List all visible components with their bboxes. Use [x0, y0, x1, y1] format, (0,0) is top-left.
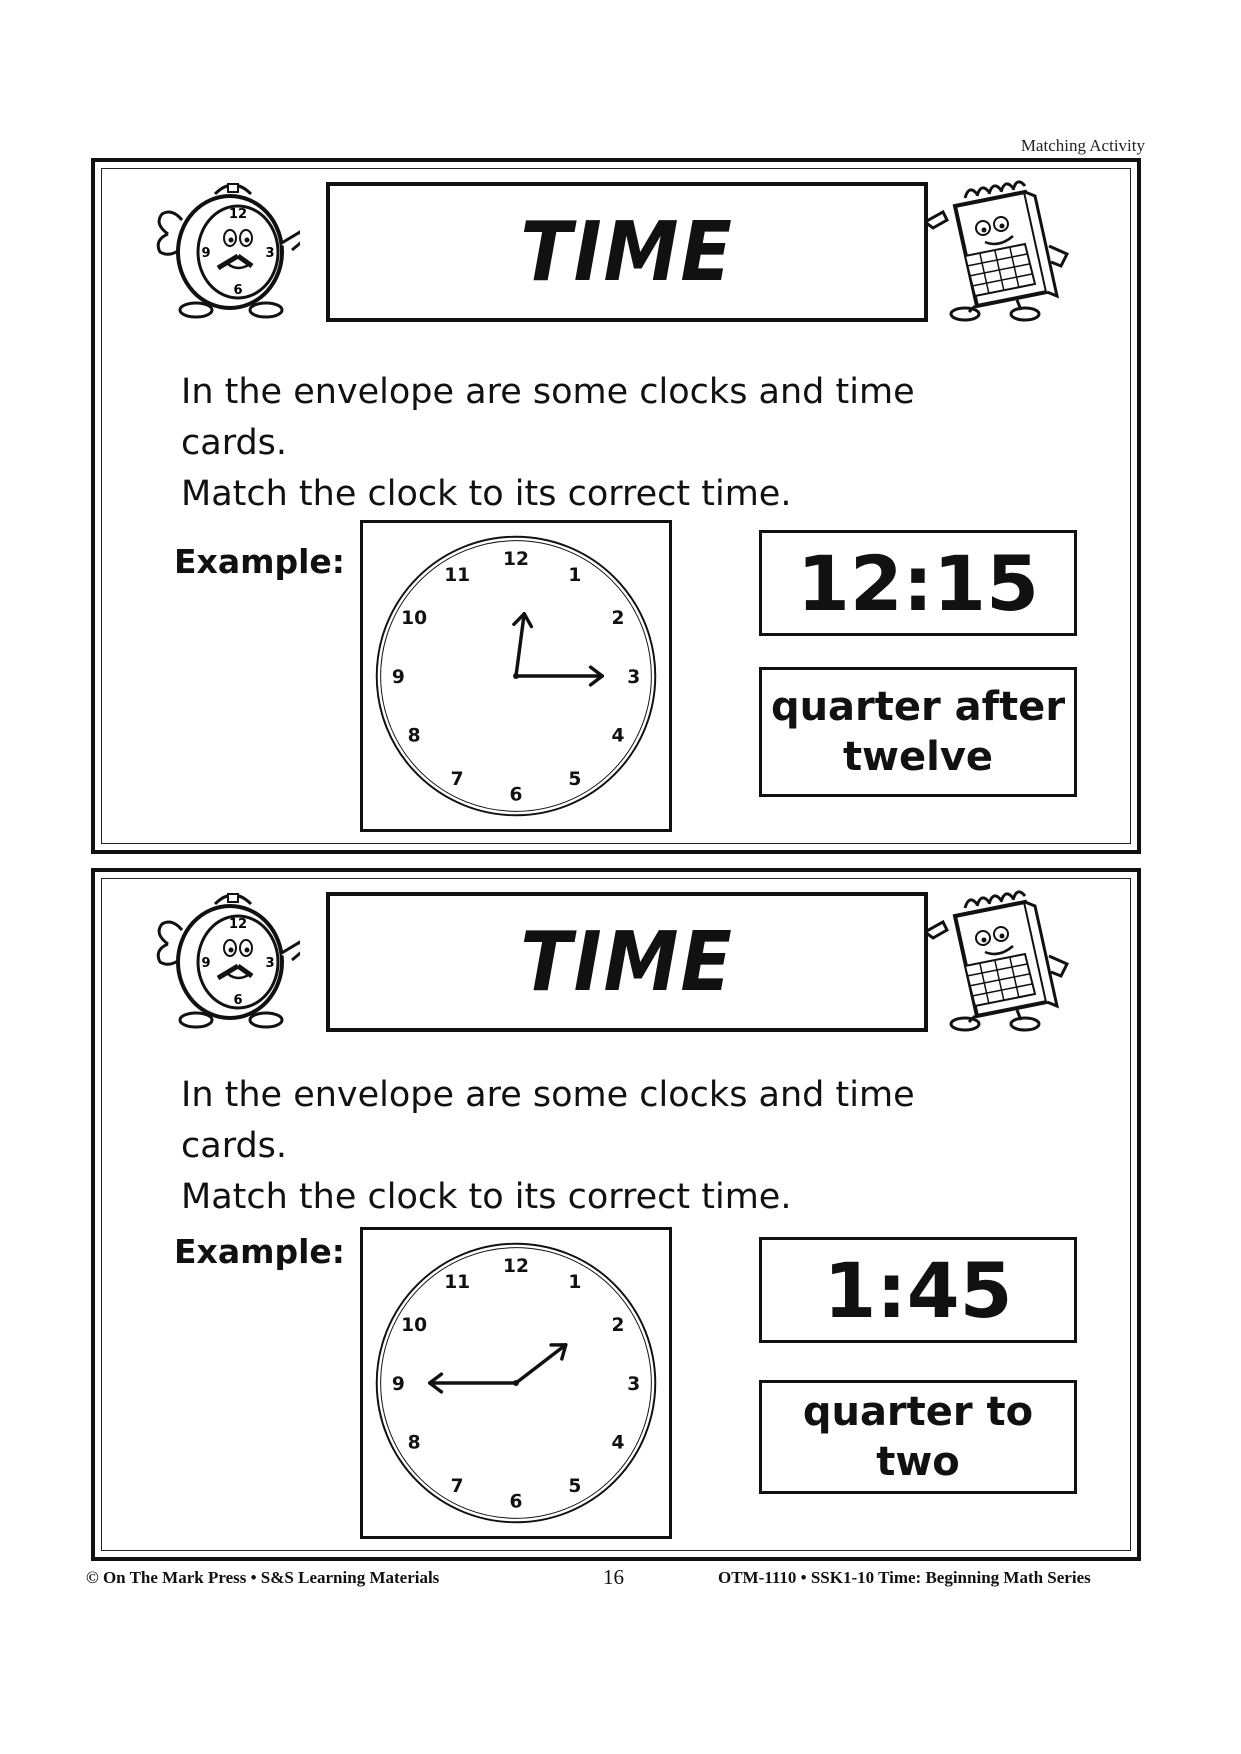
dial-number: 12 — [503, 549, 529, 571]
dial-number: 8 — [407, 725, 421, 747]
instructions — [181, 1070, 981, 1223]
word-time-card — [759, 667, 1077, 797]
mascot-num-9: 9 — [201, 956, 211, 971]
dial-number: 4 — [611, 1432, 625, 1454]
dial-number: 2 — [611, 608, 625, 630]
dial-number: 6 — [509, 784, 523, 806]
dial-number: 10 — [401, 1315, 428, 1337]
dial-number: 1 — [568, 1271, 582, 1293]
mascot-num-9: 9 — [201, 246, 211, 261]
card-title: TIME — [520, 204, 734, 300]
title-box — [326, 182, 928, 322]
dial-number: 7 — [450, 768, 464, 790]
clock-face — [363, 1230, 669, 1536]
dial-number: 5 — [568, 768, 582, 790]
mascot-num-6: 6 — [233, 283, 243, 298]
word-time-card — [759, 1380, 1077, 1494]
example-label: Example: — [174, 542, 345, 581]
mascot-num-3: 3 — [265, 246, 275, 261]
dial-number: 4 — [611, 725, 625, 747]
digital-time: 1:45 — [823, 1245, 1013, 1335]
instruction-line: In the envelope are some clocks and time — [181, 372, 915, 412]
footer-series: OTM-1110 • SSK1-10 Time: Beginning Math Series — [718, 1568, 1091, 1587]
dial-number: 1 — [568, 564, 582, 586]
word-time-line: quarter after — [770, 684, 1066, 730]
alarm-clock-mascot-icon — [150, 882, 300, 1032]
dial-center — [513, 1380, 519, 1386]
calendar-mascot-icon — [925, 886, 1075, 1036]
digital-time: 12:15 — [797, 538, 1039, 628]
clock-face — [363, 523, 669, 829]
example-label: Example: — [174, 1232, 345, 1271]
alarm-clock-mascot-icon — [150, 172, 300, 322]
mascot-num-6: 6 — [233, 993, 243, 1008]
dial-number: 2 — [611, 1315, 625, 1337]
word-time-line: twelve — [842, 734, 994, 780]
mascot-num-12: 12 — [228, 207, 248, 222]
dial-number: 12 — [503, 1256, 529, 1278]
page-number: 16 — [603, 1565, 624, 1589]
analog-clock — [360, 520, 672, 832]
dial-number: 7 — [450, 1475, 464, 1497]
digital-time-card — [759, 530, 1077, 636]
analog-clock — [360, 1227, 672, 1539]
dial-center — [513, 673, 519, 679]
instructions — [181, 367, 981, 520]
instruction-line: Match the clock to its correct time. — [181, 474, 792, 514]
digital-time-card — [759, 1237, 1077, 1343]
dial-number: 9 — [391, 666, 405, 688]
mascot-num-12: 12 — [228, 917, 248, 932]
activity-card-1 — [91, 158, 1141, 854]
mascot-num-3: 3 — [265, 956, 275, 971]
word-time-line: quarter to — [802, 1389, 1034, 1435]
instruction-line: cards. — [181, 423, 288, 463]
dial-number: 11 — [444, 1271, 471, 1293]
dial-number: 5 — [568, 1475, 582, 1497]
dial-number: 8 — [407, 1432, 421, 1454]
title-box — [326, 892, 928, 1032]
dial-number: 3 — [627, 1373, 641, 1395]
activity-card-2 — [91, 868, 1141, 1561]
calendar-mascot-icon — [925, 176, 1075, 326]
instruction-line: Match the clock to its correct time. — [181, 1177, 792, 1217]
dial-number: 10 — [401, 608, 428, 630]
footer-copyright: © On The Mark Press • S&S Learning Materials — [86, 1568, 440, 1587]
dial-number: 11 — [444, 564, 471, 586]
header-label: Matching Activity — [1020, 136, 1145, 155]
dial-number: 6 — [509, 1491, 523, 1513]
word-time-line: two — [876, 1439, 960, 1485]
dial-number: 9 — [391, 1373, 405, 1395]
card-title: TIME — [520, 914, 734, 1010]
dial-number: 3 — [627, 666, 641, 688]
instruction-line: In the envelope are some clocks and time cards. — [181, 1075, 915, 1166]
